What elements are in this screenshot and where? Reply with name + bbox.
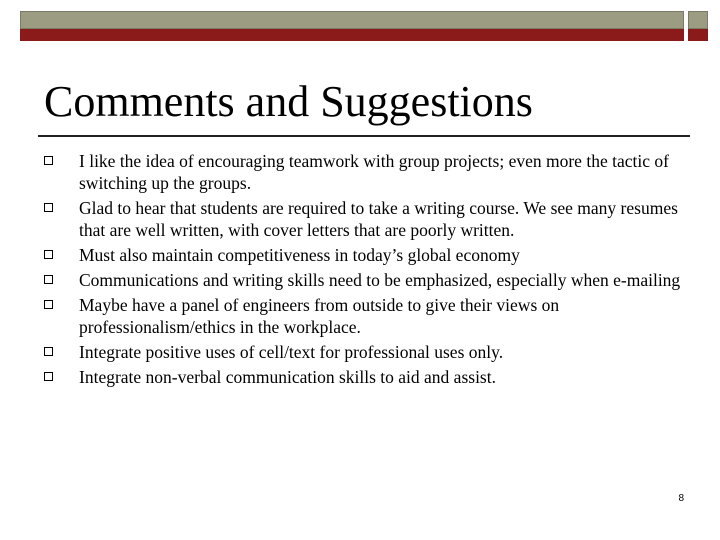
- bullet-item: [44, 294, 684, 338]
- hollow-square-icon: [44, 250, 53, 259]
- bullet-item: [44, 366, 684, 388]
- bullet-text: Maybe have a panel of engineers from outside to give their views on professionalism/ethics in the workplace.: [79, 295, 560, 337]
- page-number: 8: [678, 493, 684, 504]
- hollow-square-icon: [44, 203, 53, 212]
- bullet-text: Integrate non-verbal communication skills to aid and assist.: [79, 367, 496, 387]
- corner-accent-block: [688, 29, 708, 41]
- bullet-text: Glad to hear that students are required to take a writing course. We see many resumes that are well written, with cover letters that are poorly written.: [79, 198, 678, 240]
- hollow-square-icon: [44, 156, 53, 165]
- bullet-list: [44, 150, 684, 391]
- hollow-square-icon: [44, 300, 53, 309]
- bullet-text: Integrate positive uses of cell/text for professional uses only.: [79, 342, 504, 362]
- bullet-item: [44, 150, 684, 194]
- title-divider: [38, 135, 690, 137]
- bullet-text: Must also maintain competitiveness in today’s global economy: [79, 245, 520, 265]
- bullet-item: [44, 269, 684, 291]
- hollow-square-icon: [44, 275, 53, 284]
- hollow-square-icon: [44, 347, 53, 356]
- bullet-item: [44, 244, 684, 266]
- header-accent-stripe: [20, 29, 684, 41]
- header-decoration-bar: [20, 11, 684, 29]
- corner-decoration-block: [688, 11, 708, 29]
- slide-title: Comments and Suggestions: [44, 77, 533, 126]
- bullet-text: I like the idea of encouraging teamwork with group projects; even more the tactic of switching up the groups.: [79, 151, 669, 193]
- bullet-item: [44, 197, 684, 241]
- bullet-item: [44, 341, 684, 363]
- bullet-text: Communications and writing skills need to be emphasized, especially when e-mailing: [79, 270, 681, 290]
- hollow-square-icon: [44, 372, 53, 381]
